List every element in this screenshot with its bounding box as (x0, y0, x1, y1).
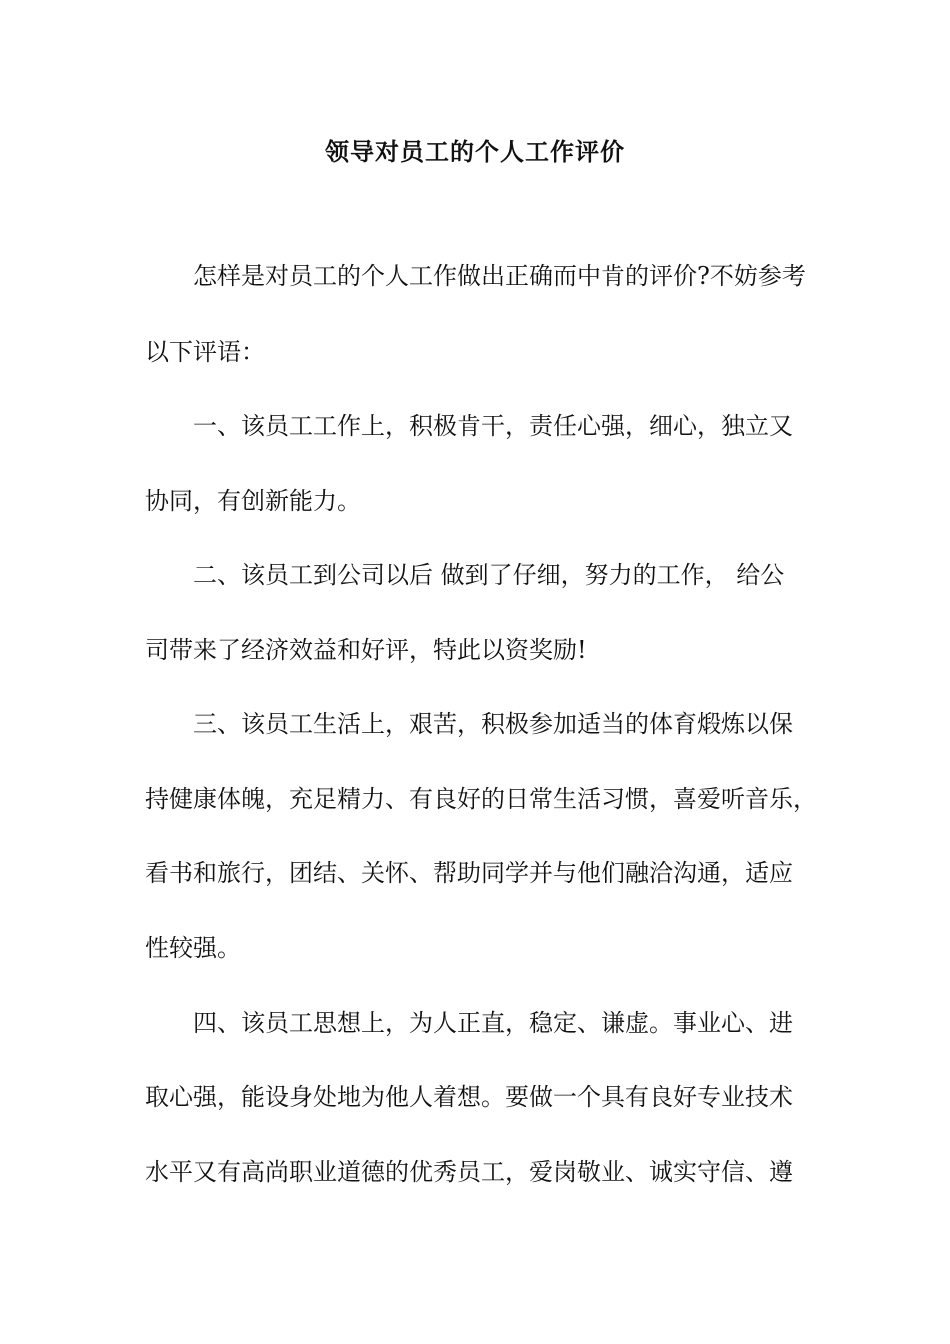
paragraph-line: 二、该员工到公司以后 做到了仔细，努力的工作， 给公 (193, 561, 785, 589)
paragraph-line: 怎样是对员工的个人工作做出正确而中肯的评价?不妨参考 (193, 262, 806, 290)
paragraph-line: 取心强，能设身处地为他人着想。要做一个具有良好专业技术 (145, 1083, 793, 1111)
paragraph-line: 看书和旅行，团结、关怀、帮助同学并与他们融洽沟通，适应 (145, 859, 793, 887)
paragraph-line: 司带来了经济效益和好评，特此以资奖励! (145, 636, 587, 664)
paragraph-line: 三、该员工生活上，艰苦，积极参加适当的体育煅炼以保 (193, 710, 793, 738)
document-title: 领导对员工的个人工作评价 (325, 137, 625, 166)
paragraph-line: 一、该员工工作上，积极肯干，责任心强，细心，独立又 (193, 412, 793, 440)
paragraph-line: 持健康体魄，充足精力、有良好的日常生活习惯，喜爱听音乐， (145, 785, 817, 813)
paragraph-line: 性较强。 (145, 934, 241, 962)
paragraph-line: 水平又有高尚职业道德的优秀员工，爱岗敬业、诚实守信、遵 (145, 1158, 793, 1186)
paragraph-line: 协同，有创新能力。 (145, 487, 361, 515)
paragraph-line: 四、该员工思想上，为人正直，稳定、谦虚。事业心、进 (193, 1009, 793, 1037)
paragraph-line: 以下评语： (145, 338, 265, 366)
